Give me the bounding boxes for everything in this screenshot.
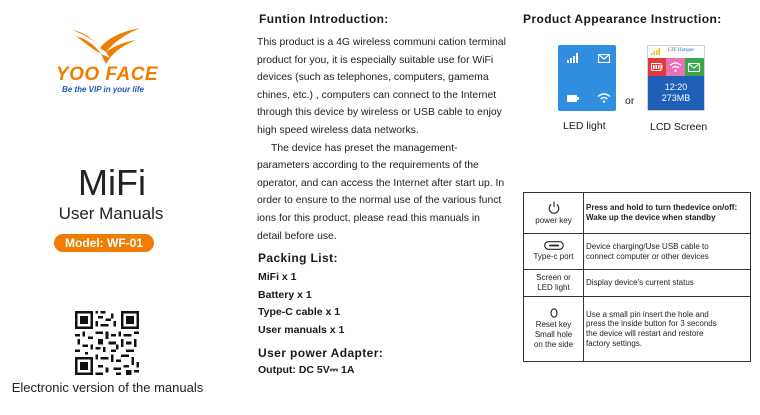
led-caption: LED light xyxy=(563,120,606,132)
desc-line: Wake up the device when standby xyxy=(586,213,716,222)
signal-icon xyxy=(651,48,660,55)
type-c-desc xyxy=(584,234,751,270)
table-row xyxy=(524,193,751,234)
packing-item: Type-C cable x 1 xyxy=(258,306,341,318)
lcd-status-bar xyxy=(648,46,704,58)
packing-item: User manuals x 1 xyxy=(258,323,345,336)
function-table xyxy=(523,192,751,362)
message-icon xyxy=(598,54,610,63)
message-icon xyxy=(688,63,700,72)
brand-logo xyxy=(52,26,162,92)
lcd-icon-row xyxy=(648,58,704,76)
desc-line: Use a small pin insert the hole and xyxy=(586,309,709,319)
screen-led-desc xyxy=(584,270,751,297)
lcd-time: 12:20 xyxy=(664,82,688,92)
appearance-heading: Product Appearance Instruction: xyxy=(523,12,722,26)
table-row xyxy=(524,297,751,362)
power-output: Output: DC 5V⎓ 1A xyxy=(258,364,355,376)
type-c-label: Type-c port xyxy=(533,252,574,261)
wifi-icon xyxy=(597,93,611,103)
desc-line: Press and hold to turn thedevice on/off: xyxy=(586,203,738,213)
packing-heading: Packing List: xyxy=(258,251,338,265)
lcd-device-image xyxy=(647,45,705,111)
brand-slogan: Be the VIP in your life xyxy=(62,85,144,94)
brand-wing-icon xyxy=(70,26,144,66)
desc-line: connect computer or other devices xyxy=(586,251,709,261)
or-label: or xyxy=(625,95,635,107)
wifi-icon xyxy=(669,62,682,72)
reset-key-cell xyxy=(524,297,584,362)
battery-icon xyxy=(651,63,663,71)
desc-line: factory settings. xyxy=(586,338,643,348)
reset-key-desc xyxy=(584,297,751,362)
desc-line: the device will restart and restore xyxy=(586,329,704,338)
power-icon xyxy=(548,201,560,214)
table-row xyxy=(524,270,751,297)
qr-caption: Electronic version of the manuals xyxy=(11,380,204,395)
desc-line: Display device's current status xyxy=(586,278,694,288)
key-line: LED light xyxy=(537,283,570,292)
key-line: on the side xyxy=(533,340,574,349)
reset-hole-icon xyxy=(550,308,558,318)
packing-list xyxy=(258,269,344,339)
intro-paragraph-2: The device has preset the management-parameters according to the requirements of the operator, and can access the Internet after start up. In order to ensure to the normal use of the various funct ions for this product, please read this manuals in detail before use. xyxy=(257,142,505,242)
lcd-message-tile xyxy=(685,58,704,76)
type-c-cell xyxy=(524,234,584,270)
power-key-label: power key xyxy=(535,215,572,225)
lcd-battery-tile xyxy=(648,58,666,76)
brand-name: YOO FACE xyxy=(55,64,159,85)
desc-line: Device charging/Use USB cable to xyxy=(586,241,709,251)
qr-code[interactable] xyxy=(75,311,139,375)
manual-subtitle: User Manuals xyxy=(58,204,164,223)
key-line: Reset key xyxy=(535,320,572,329)
key-line: Small hole xyxy=(534,330,573,339)
lcd-info-panel xyxy=(648,76,704,110)
usb-type-c-icon xyxy=(544,241,564,250)
lcd-wifi-tile xyxy=(666,58,685,76)
packing-item: Battery x 1 xyxy=(258,288,312,301)
model-badge: Model: WF-01 xyxy=(54,234,154,252)
power-key-cell xyxy=(524,193,584,234)
signal-icon xyxy=(567,53,579,63)
desc-line: press the inside button for 3 seconds xyxy=(586,319,717,329)
screen-led-cell xyxy=(524,270,584,297)
product-title: MiFi xyxy=(78,162,146,203)
intro-heading: Funtion Introduction: xyxy=(259,12,389,26)
table-row xyxy=(524,234,751,270)
lcd-caption: LCD Screen xyxy=(650,121,708,133)
led-device-image xyxy=(558,45,616,111)
power-key-desc xyxy=(584,193,751,234)
intro-paragraph-1: This product is a 4G wireless communi cation terminal product for you, it is especially suitable use for WiFi devices (such as telephones, computers, gamema chines, etc.) , computers can connect to the Internet through this device by wireless or USB cable to enjoy high speed wireless data networks. xyxy=(257,37,506,136)
lcd-hotspot-label: LTE Hotspot xyxy=(668,48,694,53)
lcd-data-usage: 273MB xyxy=(661,93,691,103)
packing-item: MiFi x 1 xyxy=(258,271,297,283)
power-heading: User power Adapter: xyxy=(258,346,384,360)
key-line: Screen or xyxy=(536,273,571,282)
intro-body xyxy=(257,34,507,245)
battery-icon xyxy=(567,95,579,102)
